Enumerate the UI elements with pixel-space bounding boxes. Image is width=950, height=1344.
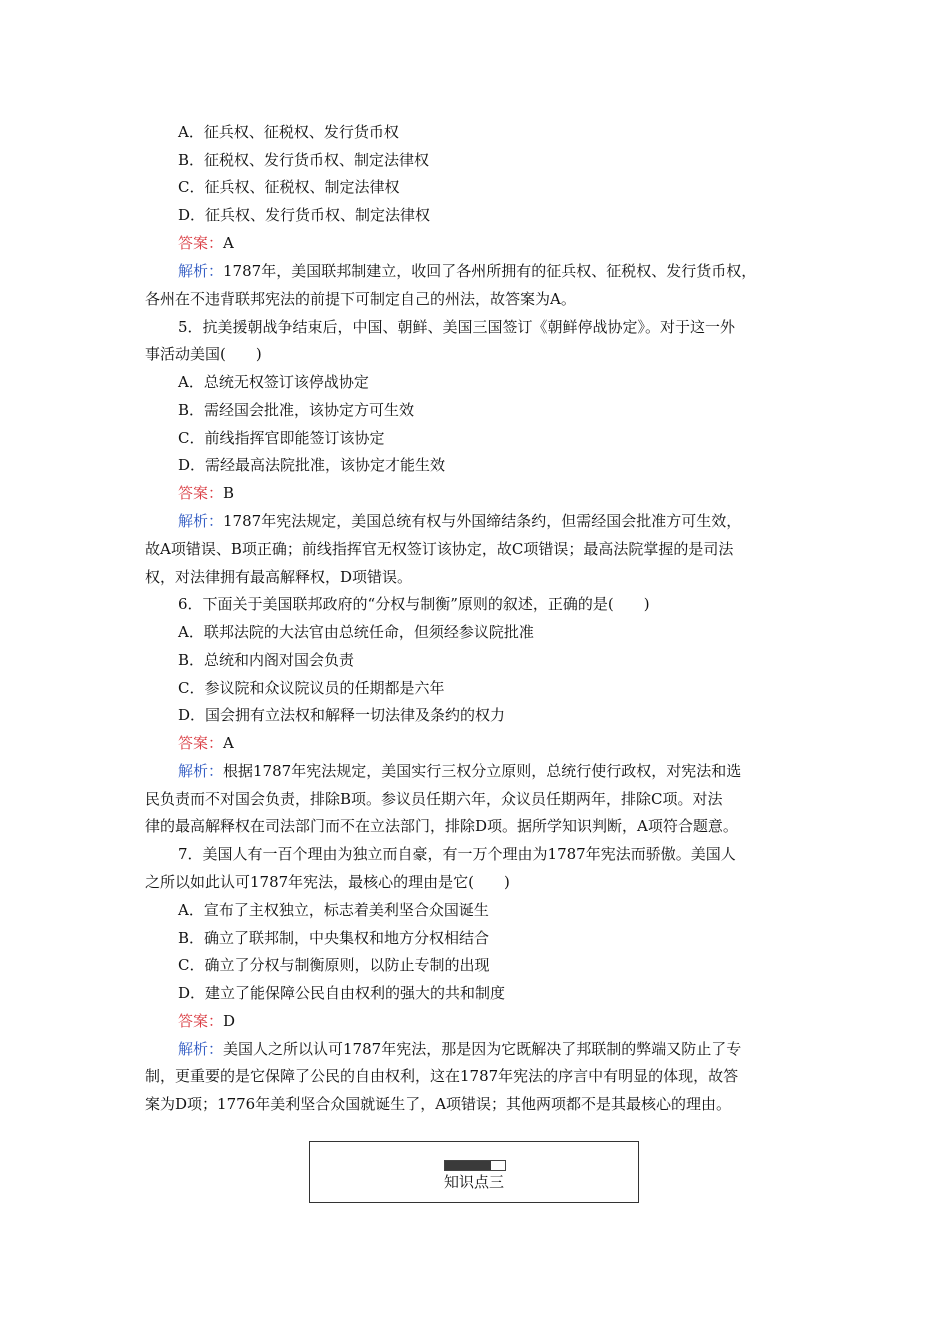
section-title: 知识点三 bbox=[443, 1173, 504, 1191]
q5-option-b: B．需经国会批准，该协定方可生效 bbox=[178, 401, 415, 419]
q7-option-d: D．建立了能保障公民自由权利的强大的共和制度 bbox=[178, 984, 506, 1002]
q6-answer bbox=[178, 733, 853, 753]
answer-label: 答案： bbox=[178, 484, 224, 502]
q7-option-a: A．宣布了主权独立，标志着美利坚合众国诞生 bbox=[178, 901, 489, 919]
explanation-label: 解析： bbox=[178, 762, 224, 780]
q4-option-a: A．征兵权、征税权、发行货币权 bbox=[178, 123, 399, 141]
q4-option-d: D．征兵权、发行货币权、制定法律权 bbox=[178, 206, 431, 224]
q6-option-c: C．参议院和众议院议员的任期都是六年 bbox=[178, 679, 445, 697]
explanation-text: 1787年宪法规定，美国总统有权与外国缔结条约，但需经国会批准方可生效， bbox=[223, 512, 742, 530]
answer-value: A bbox=[223, 234, 234, 252]
q6-option-a: A．联邦法院的大法官由总统任命，但须经参议院批准 bbox=[178, 623, 534, 641]
q5-option-a: A．总统无权签订该停战协定 bbox=[178, 373, 369, 391]
q7-option-b: B．确立了联邦制，中央集权和地方分权相结合 bbox=[178, 929, 490, 947]
section-header-box bbox=[309, 1141, 639, 1203]
answer-label: 答案： bbox=[178, 234, 224, 252]
q6-option-b: B．总统和内阁对国会负责 bbox=[178, 651, 355, 669]
q7-answer bbox=[178, 1011, 853, 1031]
q7-explanation-line-1 bbox=[178, 1039, 853, 1059]
answer-value: D bbox=[223, 1012, 236, 1030]
explanation-label: 解析： bbox=[178, 262, 224, 280]
explanation-label: 解析： bbox=[178, 1040, 224, 1058]
explanation-label: 解析： bbox=[178, 512, 224, 530]
explanation-text: 1787年，美国联邦制建立，收回了各州所拥有的征兵权、征税权、发行货币权， bbox=[223, 262, 757, 280]
q4-explanation-line-1 bbox=[178, 261, 853, 281]
q7-option-c: C．确立了分权与制衡原则，以防止专制的出现 bbox=[178, 956, 490, 974]
q6-stem-line-1: 6．下面关于美国联邦政府的“分权与制衡”原则的叙述，正确的是( ) bbox=[178, 595, 650, 613]
explanation-text: 根据1787年宪法规定，美国实行三权分立原则，总统行使行政权，对宪法和选 bbox=[223, 762, 742, 780]
q6-explanation-line-1 bbox=[178, 761, 853, 781]
section-bar-fill bbox=[445, 1161, 491, 1170]
q5-stem-line-2: 事活动美国( ) bbox=[145, 345, 262, 363]
q5-explanation-line-3: 权，对法律拥有最高解释权，D项错误。 bbox=[145, 568, 413, 586]
q4-explanation-line-2: 各州在不违背联邦宪法的前提下可制定自己的州法，故答案为A。 bbox=[145, 290, 576, 308]
section-bar-icon bbox=[444, 1160, 506, 1171]
q5-option-c: C．前线指挥官即能签订该协定 bbox=[178, 429, 385, 447]
explanation-text: 美国人之所以认可1787年宪法，那是因为它既解决了邦联制的弊端又防止了专 bbox=[223, 1040, 742, 1058]
q5-option-d: D．需经最高法院批准，该协定才能生效 bbox=[178, 456, 446, 474]
q7-stem-line-1: 7．美国人有一百个理由为独立而自豪，有一万个理由为1787年宪法而骄傲。美国人 bbox=[178, 845, 736, 863]
q5-explanation-line-1 bbox=[178, 511, 853, 531]
answer-value: B bbox=[223, 484, 235, 502]
q6-explanation-line-3: 律的最高解释权在司法部门而不在立法部门，排除D项。据所学知识判断，A项符合题意。 bbox=[145, 817, 738, 835]
answer-label: 答案： bbox=[178, 1012, 224, 1030]
q4-option-c: C．征兵权、征税权、制定法律权 bbox=[178, 178, 400, 196]
q6-option-d: D．国会拥有立法权和解释一切法律及条约的权力 bbox=[178, 706, 506, 724]
q4-option-b: B．征税权、发行货币权、制定法律权 bbox=[178, 151, 430, 169]
q4-answer bbox=[178, 233, 853, 253]
q7-explanation-line-2: 制，更重要的是它保障了公民的自由权利，这在1787年宪法的序言中有明显的体现，故答 bbox=[145, 1067, 739, 1085]
q6-explanation-line-2: 民负责而不对国会负责，排除B项。参议员任期六年，众议员任期两年，排除C项。对法 bbox=[145, 790, 723, 808]
answer-value: A bbox=[223, 734, 234, 752]
q5-stem-line-1: 5．抗美援朝战争结束后，中国、朝鲜、美国三国签订《朝鲜停战协定》。对于这一外 bbox=[178, 318, 736, 336]
answer-label: 答案： bbox=[178, 734, 224, 752]
q7-stem-line-2: 之所以如此认可1787年宪法，最核心的理由是它( ) bbox=[145, 873, 510, 891]
q7-explanation-line-3: 案为D项；1776年美利坚合众国就诞生了，A项错误；其他两项都不是其最核心的理由。 bbox=[145, 1095, 732, 1113]
q5-explanation-line-2: 故A项错误、B项正确；前线指挥官无权签订该协定，故C项错误；最高法院掌握的是司法 bbox=[145, 540, 734, 558]
q5-answer bbox=[178, 483, 853, 503]
